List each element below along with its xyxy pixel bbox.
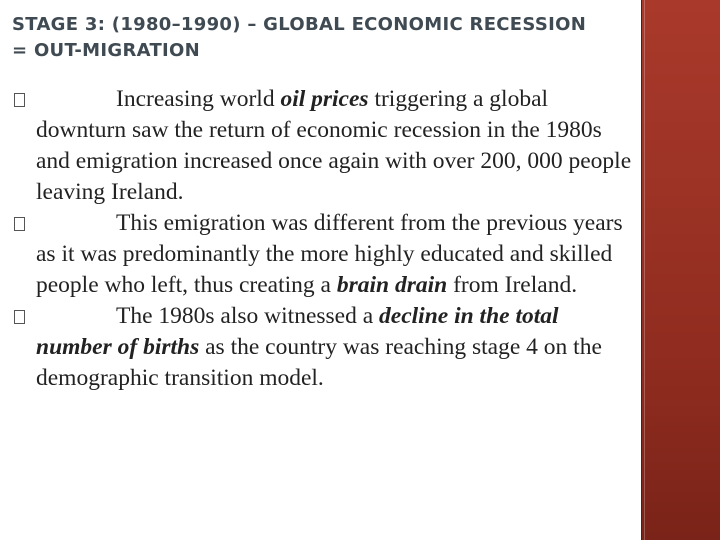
square-bullet-icon (14, 310, 25, 324)
slide-title-line-2: = OUT-MIGRATION (12, 40, 200, 61)
bullet-text-part: triggering a global downturn saw the return of economic recession in the 1980s and emigration increased once again with over 200, 000 people leaving Ireland. (36, 86, 632, 205)
bullet-item (0, 208, 640, 301)
bullet-text-part: from Ireland. (447, 272, 578, 298)
bullet-text-part: as the country was reaching stage 4 on the demographic transition model. (36, 334, 602, 391)
bullet-text-part: The 1980s also witnessed a (116, 303, 380, 329)
bullet-list (0, 84, 640, 394)
slide-title (12, 12, 632, 64)
bullet-item (0, 301, 640, 394)
bullet-text-part: This emigration was different from the previous years as it was predominantly the more highly educated and skilled people who left, thus creating a (36, 210, 623, 298)
square-bullet-icon (14, 217, 25, 231)
slide-title-line-1: STAGE 3: (1980–1990) – GLOBAL ECONOMIC RECESSION (12, 14, 587, 35)
side-panel-divider (644, 0, 645, 540)
bullet-emphasis-text: oil prices (280, 86, 369, 112)
bullet-text-part: Increasing world (116, 86, 281, 112)
bullet-emphasis-text: decline in the total number of births (36, 303, 559, 360)
bullet-item (0, 84, 640, 208)
decorative-side-panel (641, 0, 720, 540)
bullet-emphasis-text: brain drain (336, 272, 448, 298)
square-bullet-icon (14, 93, 25, 107)
